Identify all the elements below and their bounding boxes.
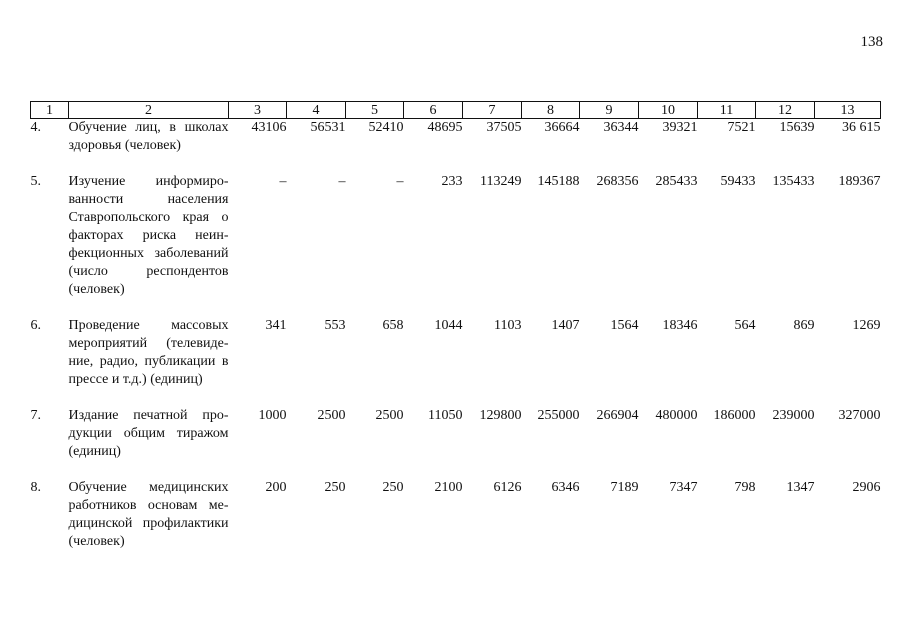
column-header-3: 3: [229, 102, 287, 119]
cell-value: 36664: [544, 120, 580, 135]
cell-value: 2500: [317, 408, 346, 423]
cell-value: 11050: [428, 408, 463, 423]
cell-value: 135433: [772, 174, 815, 189]
cell-value: 145188: [537, 174, 580, 189]
cell-value: 1564: [610, 318, 639, 333]
row-index: 4.: [30, 120, 41, 135]
cell-value: –: [338, 174, 346, 189]
cell-value: 7347: [669, 480, 698, 495]
column-header-13: 13: [815, 102, 881, 119]
cell-value: 869: [793, 318, 815, 333]
cell-value: 266904: [596, 408, 639, 423]
cell-value: 564: [734, 318, 756, 333]
cell-value: 2500: [375, 408, 404, 423]
row-index: 6.: [30, 318, 41, 333]
cell-value: 15639: [779, 120, 815, 135]
table-body: [31, 119, 881, 570]
cell-value: 255000: [537, 408, 580, 423]
row-index: 5.: [30, 174, 41, 189]
row-label: Обучение медицинских работников основам медицинской профилактики (человек): [68, 480, 229, 549]
column-header-9: 9: [580, 102, 639, 119]
cell-value: –: [279, 174, 287, 189]
cell-value: 2100: [434, 480, 463, 495]
cell-value: 186000: [713, 408, 756, 423]
cell-value: 268356: [596, 174, 639, 189]
cell-value: 189367: [838, 174, 881, 189]
row-label: Обучение лиц, в школах здоровья (человек): [68, 120, 229, 153]
cell-value: 1044: [434, 318, 463, 333]
cell-value: 6126: [493, 480, 522, 495]
cell-value: 327000: [838, 408, 881, 423]
cell-value: 1103: [494, 318, 522, 333]
column-header-10: 10: [639, 102, 698, 119]
cell-value: 56531: [310, 120, 346, 135]
cell-value: 59433: [720, 174, 756, 189]
cell-value: 7521: [727, 120, 756, 135]
cell-value: 1269: [852, 318, 881, 333]
table-row: [31, 173, 881, 317]
table-row: [31, 479, 881, 569]
header-row: [31, 102, 881, 119]
cell-value: 200: [265, 480, 287, 495]
cell-value: 285433: [655, 174, 698, 189]
cell-value: 113249: [480, 174, 522, 189]
cell-value: 480000: [655, 408, 698, 423]
cell-value: 48695: [427, 120, 463, 135]
row-label: Изучение информированности населения Ставропольского края о факторах риска неинфекционных заболеваний (число респондентов (человек): [68, 174, 229, 297]
cell-value: 1000: [258, 408, 287, 423]
cell-value: 250: [324, 480, 346, 495]
cell-value: 7189: [610, 480, 639, 495]
column-header-1: 1: [31, 102, 69, 119]
cell-value: 6346: [551, 480, 580, 495]
column-header-5: 5: [346, 102, 404, 119]
cell-value: 658: [382, 318, 404, 333]
cell-value: –: [396, 174, 404, 189]
row-index: 8.: [30, 480, 41, 495]
cell-value: 250: [382, 480, 404, 495]
cell-value: 36 615: [842, 120, 881, 135]
table-row: [31, 119, 881, 174]
table-row: [31, 407, 881, 479]
cell-value: 1347: [786, 480, 815, 495]
cell-value: 39321: [662, 120, 698, 135]
cell-value: 2906: [852, 480, 881, 495]
cell-value: 233: [441, 174, 463, 189]
column-header-12: 12: [756, 102, 815, 119]
cell-value: 129800: [479, 408, 522, 423]
cell-value: 36344: [603, 120, 639, 135]
column-header-4: 4: [287, 102, 346, 119]
row-label: Издание печатной продукции общим тиражом (единиц): [68, 408, 229, 459]
row-index: 7.: [30, 408, 41, 423]
cell-value: 553: [324, 318, 346, 333]
column-header-2: 2: [69, 102, 229, 119]
cell-value: 43106: [251, 120, 287, 135]
column-header-8: 8: [522, 102, 580, 119]
data-table: [30, 101, 881, 569]
table-row: [31, 317, 881, 407]
cell-value: 37505: [486, 120, 522, 135]
page-number: 138: [860, 34, 883, 50]
column-header-7: 7: [463, 102, 522, 119]
row-label: Проведение массовых мероприятий (телевидение, радио, публикации в прессе и т.д.) (единиц): [68, 318, 229, 387]
cell-value: 798: [734, 480, 756, 495]
cell-value: 239000: [772, 408, 815, 423]
column-header-11: 11: [698, 102, 756, 119]
column-header-6: 6: [404, 102, 463, 119]
cell-value: 341: [265, 318, 287, 333]
cell-value: 18346: [662, 318, 698, 333]
cell-value: 1407: [551, 318, 580, 333]
cell-value: 52410: [368, 120, 404, 135]
